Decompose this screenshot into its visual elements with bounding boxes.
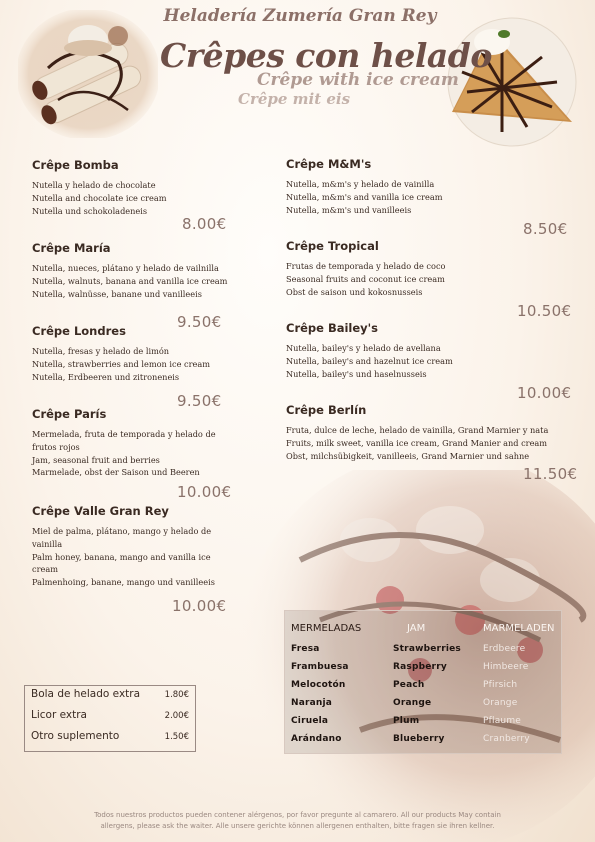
- item-desc-en: Fruits, milk sweet, vanilla ice cream, Grand Manier and cream: [286, 437, 548, 448]
- item-desc-es: Fruta, dulce de leche, helado de vainilla, Grand Marnier y nata: [286, 425, 549, 435]
- jam-item: Orange: [393, 698, 432, 708]
- extra-price: 1.80€: [164, 690, 189, 700]
- item-desc-de: Nutella, Erdbeeren und zitroneneis: [32, 371, 180, 382]
- allergen-notice-line: allergens, please ask the waiter. Alle unsere gerichte können allergenen enthalten, bitte fragen sie ihren kellner.: [100, 821, 495, 830]
- jam-item: Melocotón: [291, 680, 346, 690]
- item-desc-de: Palmenhoing, banane, mango und vanilleeis: [32, 577, 215, 588]
- item-name: Crêpe Bomba: [32, 158, 119, 172]
- jam-item: Strawberries: [393, 644, 461, 654]
- item-price-berlin: 11.50€: [523, 465, 578, 483]
- item-desc-de: Nutella und schokoladeneis: [32, 205, 148, 216]
- jam-item: Blueberry: [393, 734, 445, 744]
- item-desc-es: Nutella, m&m's y helado de vainilla: [286, 179, 435, 189]
- extra-price: 2.00€: [164, 711, 189, 721]
- item-desc-de: Marmelade, obst der Saison und Beeren: [32, 467, 200, 478]
- extra-row: [31, 730, 189, 751]
- item-name: Crêpe M&M's: [286, 157, 372, 171]
- item-desc-de: Obst, milchsübigkeit, vanilleeis, Grand Marnier und sahne: [286, 450, 530, 461]
- item-desc-en: Nutella, m&m's and vanilla ice cream: [286, 191, 443, 202]
- item-name: Crêpe Berlín: [286, 403, 367, 417]
- jam-item: Plum: [393, 716, 420, 726]
- shop-name: Heladería Zumería Gran Rey: [163, 6, 437, 26]
- item-desc-es: Mermelada, fruta de temporada y helado de frutos rojos: [32, 429, 216, 452]
- jam-item: Erdbeere: [483, 644, 526, 654]
- extra-row: [31, 688, 189, 709]
- item-desc-es: Nutella, bailey's y helado de avellana: [286, 343, 441, 353]
- item-desc-en: Jam, seasonal fruit and berries: [32, 454, 160, 465]
- menu-item-valle-gran-rey: [32, 504, 232, 589]
- extras-box: [24, 685, 196, 752]
- extra-name: Licor extra: [31, 709, 87, 721]
- jam-header-de: MARMELADEN: [483, 623, 555, 634]
- menu-item-berlin: [286, 403, 572, 462]
- item-desc-en: Nutella and chocolate ice cream: [32, 192, 167, 203]
- subtitle-german: Crêpe mit eis: [238, 90, 351, 108]
- item-price-mms: 8.50€: [523, 220, 568, 238]
- item-name: Crêpe Bailey's: [286, 321, 379, 335]
- extra-price: 1.50€: [164, 732, 189, 742]
- item-desc-de: Nutella, m&m's und vanilleeis: [286, 204, 412, 215]
- allergen-notice: [40, 810, 555, 831]
- item-desc-en: Palm honey, banana, mango and vanilla ice cream: [32, 551, 211, 575]
- menu-item-paris: [32, 407, 232, 479]
- item-price-bomba: 8.00€: [182, 215, 227, 233]
- jam-column-de: [483, 623, 555, 752]
- jam-column-es: [291, 623, 361, 752]
- jam-item: Cranberry: [483, 734, 530, 744]
- item-desc-en: Nutella, strawberries and lemon ice cream: [32, 358, 211, 369]
- page-title: Crêpes con helado: [160, 36, 492, 75]
- item-name: Crêpe Londres: [32, 324, 126, 338]
- item-price-paris: 10.00€: [177, 483, 232, 501]
- item-desc-es: Nutella, fresas y helado de limón: [32, 346, 170, 356]
- menu-item-londres: [32, 324, 254, 383]
- jam-item: Himbeere: [483, 662, 529, 672]
- jam-column-en: [393, 623, 461, 752]
- jam-item: Orange: [483, 698, 518, 708]
- item-desc-es: Nutella, nueces, plátano y helado de vailnilla: [32, 263, 219, 273]
- menu-item-baileys: [286, 321, 566, 380]
- item-desc-es: Nutella y helado de chocolate: [32, 180, 156, 190]
- jam-header-en: JAM: [407, 623, 426, 634]
- item-desc-es: Miel de palma, plátano, mango y helado de vainilla: [32, 526, 212, 549]
- menu-item-bomba: [32, 158, 254, 217]
- jam-item: Frambuesa: [291, 662, 349, 672]
- item-name: Crêpe María: [32, 241, 111, 255]
- item-price-londres: 9.50€: [177, 392, 222, 410]
- extra-name: Bola de helado extra: [31, 688, 141, 700]
- item-desc-en: Nutella, walnuts, banana and vanilla ice cream: [32, 275, 228, 286]
- item-price-tropical: 10.50€: [517, 302, 572, 320]
- menu-item-maria: [32, 241, 254, 300]
- jam-item: Fresa: [291, 644, 320, 654]
- item-desc-de: Obst de saison und kokosnusseis: [286, 286, 423, 297]
- crepe-rolls-photo: [18, 10, 158, 138]
- allergen-notice-line: Todos nuestros productos pueden contener alérgenos, por favor pregunte al camarero. All our products May contain: [94, 811, 501, 819]
- jam-table: [284, 610, 562, 754]
- jam-item: Arándano: [291, 734, 342, 744]
- item-desc-de: Nutella, bailey's und haselnusseis: [286, 368, 427, 379]
- item-desc-de: Nutella, walnüsse, banane und vanilleeis: [32, 288, 202, 299]
- item-name: Crêpe Tropical: [286, 239, 379, 253]
- item-desc-es: Frutas de temporada y helado de coco: [286, 261, 446, 271]
- item-desc-en: Nutella, bailey's and hazelnut ice cream: [286, 355, 453, 366]
- item-name: Crêpe Valle Gran Rey: [32, 504, 169, 518]
- jam-item: Pflaume: [483, 716, 522, 726]
- subtitle-english: Crêpe with ice cream: [257, 70, 459, 90]
- item-desc-en: Seasonal fruits and coconut ice cream: [286, 273, 445, 284]
- extra-name: Otro suplemento: [31, 730, 120, 742]
- jam-item: Peach: [393, 680, 425, 690]
- jam-item: Naranja: [291, 698, 333, 708]
- jam-header-es: MERMELADAS: [291, 623, 362, 634]
- menu-item-mms: [286, 157, 566, 216]
- jam-item: Ciruela: [291, 716, 329, 726]
- item-price-maria: 9.50€: [177, 313, 222, 331]
- jam-item: Pfirsich: [483, 680, 518, 690]
- jam-item: Raspberry: [393, 662, 447, 672]
- item-price-baileys: 10.00€: [517, 384, 572, 402]
- item-name: Crêpe París: [32, 407, 107, 421]
- extra-row: [31, 709, 189, 730]
- menu-item-tropical: [286, 239, 566, 298]
- item-price-valle-gran-rey: 10.00€: [172, 597, 227, 615]
